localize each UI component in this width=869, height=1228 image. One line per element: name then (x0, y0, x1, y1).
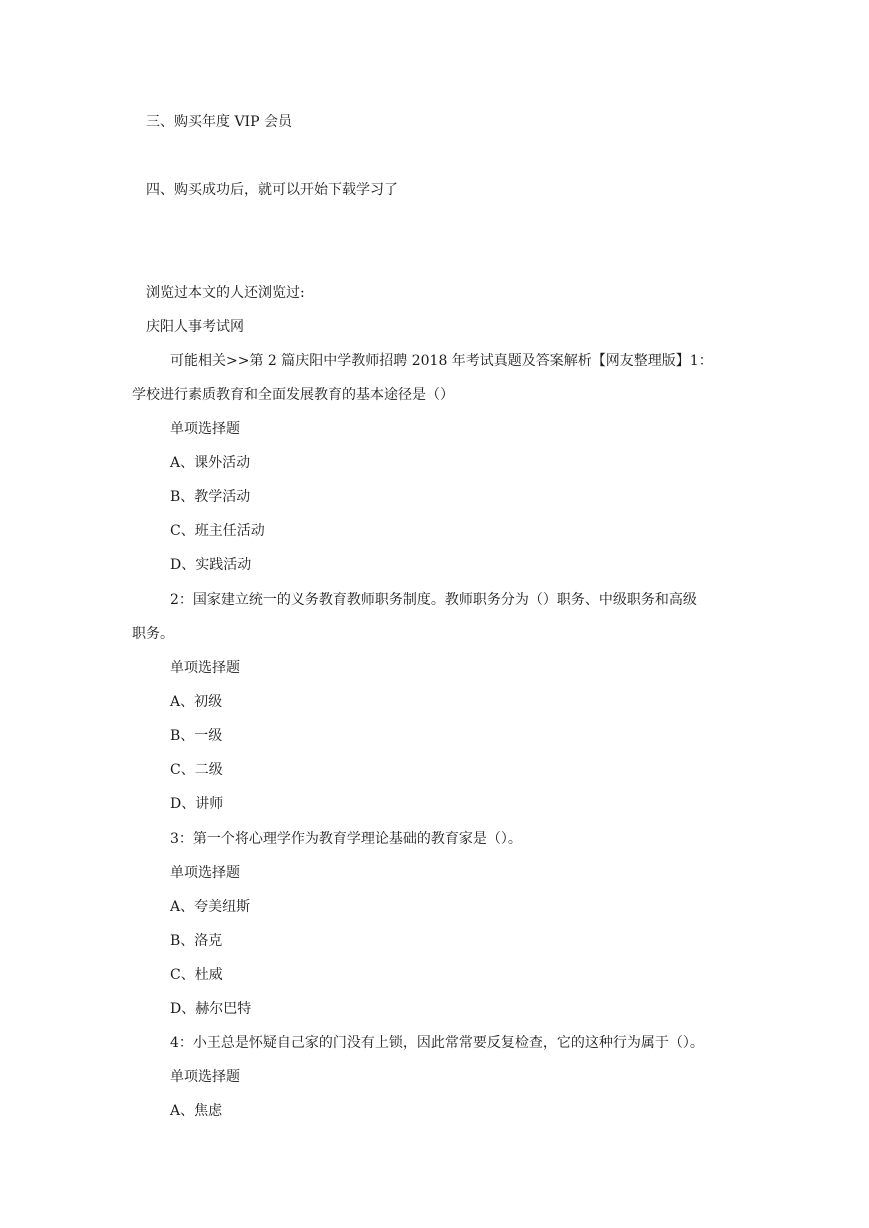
question-2-option-c: C、二级 (170, 762, 223, 778)
step-4-text: 四、购买成功后，就可以开始下载学习了 (146, 182, 398, 198)
question-3-option-d: D、赫尔巴特 (170, 1001, 252, 1017)
question-3-option-b: B、洛克 (170, 933, 223, 949)
question-3-type: 单项选择题 (170, 865, 240, 881)
question-2-option-a: A、初级 (170, 694, 223, 710)
question-3-text: 3：第一个将心理学作为教育学理论基础的教育家是（）。 (170, 831, 522, 847)
question-1-option-a: A、课外活动 (170, 455, 251, 471)
question-2-type: 单项选择题 (170, 660, 240, 676)
related-intro-line-1: 可能相关>>第 2 篇庆阳中学教师招聘 2018 年考试真题及答案解析【网友整理版】1： (170, 353, 713, 369)
question-4-type: 单项选择题 (170, 1069, 240, 1085)
question-1-type: 单项选择题 (170, 421, 240, 437)
question-2-option-d: D、讲师 (170, 796, 224, 812)
question-1-option-b: B、教学活动 (170, 489, 251, 505)
step-3-text: 三、购买年度 VIP 会员 (146, 114, 292, 130)
question-3-option-c: C、杜威 (170, 967, 223, 983)
question-2-text-line-1: 2：国家建立统一的义务教育教师职务制度。教师职务分为（）职务、中级职务和高级 (170, 592, 697, 608)
related-heading: 浏览过本文的人还浏览过: (146, 285, 305, 301)
question-1-option-c: C、班主任活动 (170, 523, 265, 539)
question-2-text-line-2: 职务。 (132, 626, 174, 642)
question-1-text: 学校进行素质教育和全面发展教育的基本途径是（） (132, 387, 454, 403)
question-4-text: 4：小王总是怀疑自己家的门没有上锁，因此常常要反复检查，它的这种行为属于（）。 (170, 1035, 704, 1051)
question-3-option-a: A、夸美纽斯 (170, 899, 251, 915)
related-site-name: 庆阳人事考试网 (146, 319, 244, 335)
question-2-option-b: B、一级 (170, 728, 223, 744)
question-1-option-d: D、实践活动 (170, 557, 252, 573)
question-4-option-a: A、焦虑 (170, 1103, 223, 1119)
